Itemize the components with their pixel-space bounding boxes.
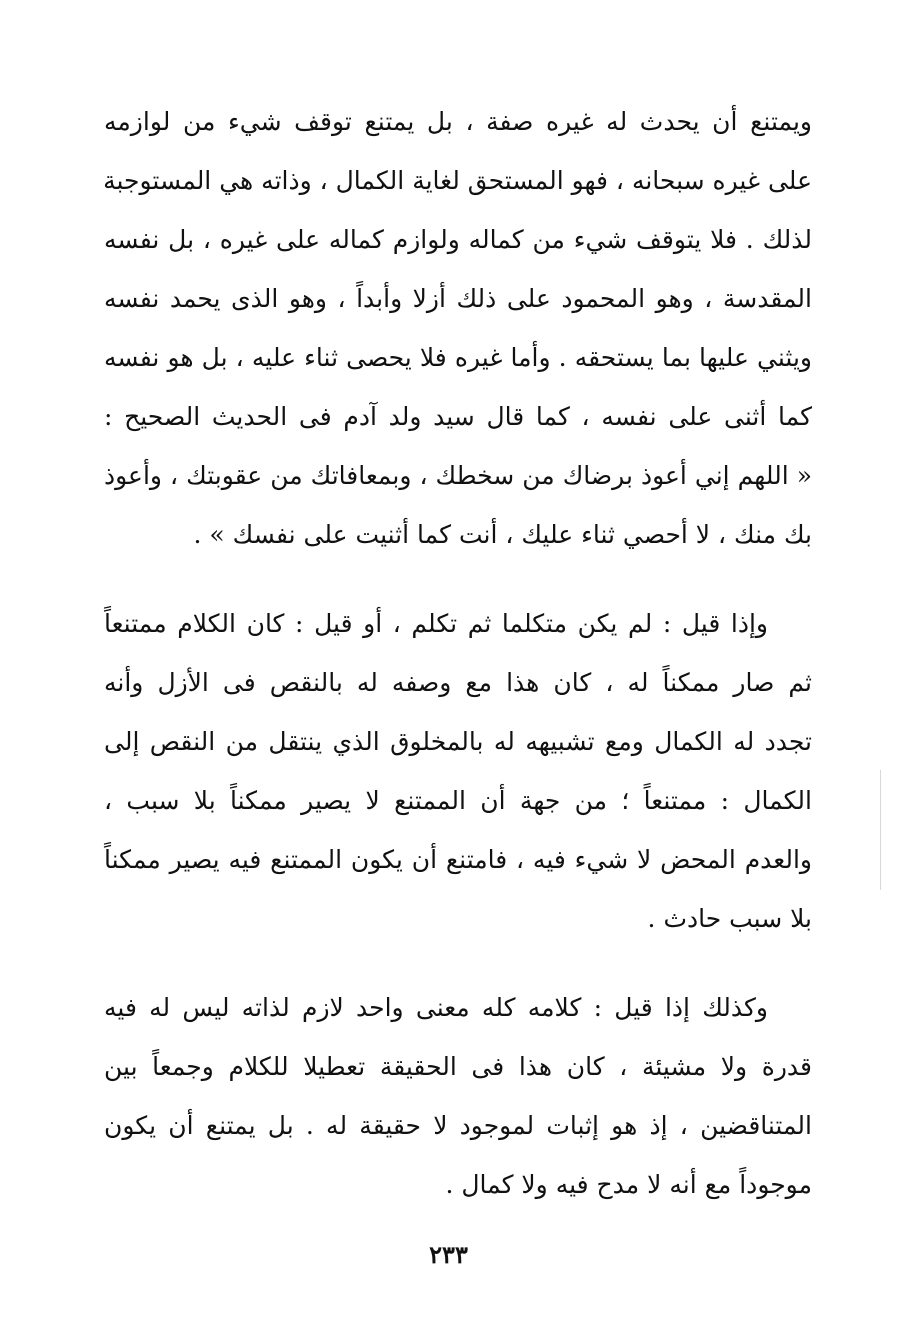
- scan-edge-mark: [880, 770, 881, 890]
- text-line: ويمتنع أن يحدث له غيره صفة ، بل يمتنع توقف شيء من لوازمه: [104, 107, 812, 136]
- text-line: المتناقضين ، إذ هو إثبات لموجود لا حقيقة له . بل يمتنع أن يكون: [104, 1111, 812, 1140]
- text-line: والعدم المحض لا شيء فيه ، فامتنع أن يكون الممتنع فيه يصير ممكناً: [104, 845, 812, 874]
- paragraph-2: [104, 594, 812, 948]
- text-line: بلا سبب حادث .: [647, 904, 812, 933]
- text-line: المقدسة ، وهو المحمود على ذلك أزلا وأبداً ، وهو الذى يحمد نفسه: [104, 284, 812, 313]
- paragraph-1: [104, 92, 812, 564]
- page-number: ٢٣٣: [429, 1240, 468, 1269]
- text-line: ويثني عليها بما يستحقه . وأما غيره فلا يحصى ثناء عليه ، بل هو نفسه: [104, 343, 812, 372]
- text-line: على غيره سبحانه ، فهو المستحق لغاية الكمال ، وذاته هي المستوجبة: [103, 166, 812, 195]
- text-line: قدرة ولا مشيئة ، كان هذا فى الحقيقة تعطيلا للكلام وجمعاً بين: [104, 1052, 812, 1081]
- text-line: ثم صار ممكناً له ، كان هذا مع وصفه له بالنقص فى الأزل وأنه: [104, 668, 812, 697]
- text-line: موجوداً مع أنه لا مدح فيه ولا كمال .: [445, 1170, 812, 1199]
- text-line: لذلك . فلا يتوقف شيء من كماله ولوازم كماله على غيره ، بل نفسه: [104, 225, 812, 254]
- text-line: وإذا قيل : لم يكن متكلما ثم تكلم ، أو قيل : كان الكلام ممتنعاً: [104, 609, 768, 638]
- text-line: « اللهم إني أعوذ برضاك من سخطك ، وبمعافاتك من عقوبتك ، وأعوذ: [104, 461, 812, 490]
- text-line: تجدد له الكمال ومع تشبيهه له بالمخلوق الذي ينتقل من النقص إلى: [104, 727, 812, 756]
- text-line: وكذلك إذا قيل : كلامه كله معنى واحد لازم لذاته ليس له فيه: [104, 993, 768, 1022]
- text-line: كما أثنى على نفسه ، كما قال سيد ولد آدم فى الحديث الصحيح :: [104, 402, 812, 431]
- text-line: بك منك ، لا أحصي ثناء عليك ، أنت كما أثنيت على نفسك » .: [193, 520, 812, 549]
- text-line: الكمال : ممتنعاً ؛ من جهة أن الممتنع لا يصير ممكناً بلا سبب ،: [104, 786, 812, 815]
- paragraph-3: [104, 978, 812, 1214]
